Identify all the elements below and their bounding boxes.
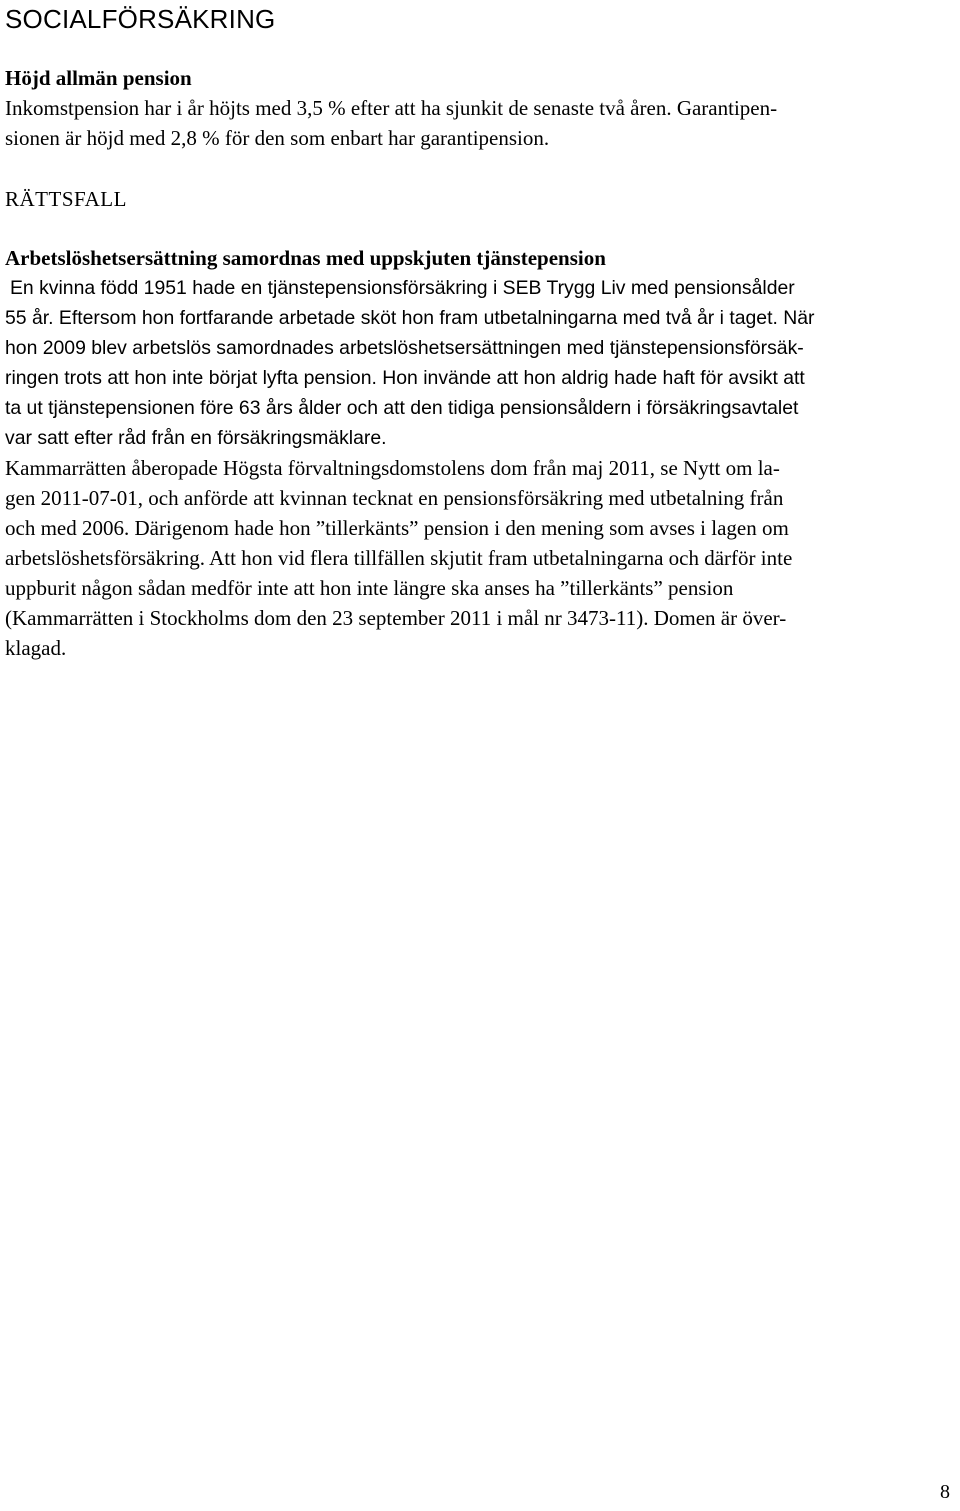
pension-heading: Höjd allmän pension <box>5 66 192 90</box>
text-line: arbetslöshetsförsäkring. Att hon vid flera tillfällen skjutit fram utbetalningarna och därför inte <box>5 546 793 570</box>
pension-paragraph <box>5 93 957 153</box>
text-line: hon 2009 blev arbetslös samordnades arbetslöshetsersättningen med tjänstepensionsförsäk- <box>5 337 804 359</box>
text-line: En kvinna född 1951 hade en tjänstepensionsförsäkring i SEB Trygg Liv med pensionsålder <box>10 277 795 299</box>
page-number: 8 <box>940 1481 950 1503</box>
text-line: klagad. <box>5 636 67 660</box>
text-line: ta ut tjänstepensionen före 63 års ålder och att den tidiga pensionsåldern i försäkringsavtalet <box>5 397 799 419</box>
text-line: sionen är höjd med 2,8 % för den som enbart har garantipension. <box>5 126 550 150</box>
text-line: uppburit någon sådan medför inte att hon inte längre ska anses ha ”tillerkänts” pension <box>5 576 734 600</box>
text-line: (Kammarrätten i Stockholms dom den 23 september 2011 i mål nr 3473-11). Domen är över- <box>5 606 787 630</box>
text-line: var satt efter råd från en försäkringsmäklare. <box>5 427 387 449</box>
text-line: ringen trots att hon inte börjat lyfta pension. Hon invände att hon aldrig hade haft för avsikt att <box>5 367 805 389</box>
text-line: och med 2006. Därigenom hade hon ”tillerkänts” pension i den mening som avses i lagen om <box>5 516 789 540</box>
document-page <box>5 0 957 663</box>
case-paragraph-1 <box>5 273 957 453</box>
text-line: 55 år. Eftersom hon fortfarande arbetade sköt hon fram utbetalningarna med två år i taget. När <box>5 307 815 329</box>
case-law-label: RÄTTSFALL <box>5 187 127 211</box>
case-heading: Arbetslöshetsersättning samordnas med uppskjuten tjänstepension <box>5 246 606 270</box>
text-line: Inkomstpension har i år höjts med 3,5 % efter att ha sjunkit de senaste två åren. Garantipen- <box>5 96 778 120</box>
case-paragraph-2 <box>5 453 957 663</box>
text-line: Kammarrätten åberopade Högsta förvaltningsdomstolens dom från maj 2011, se Nytt om la- <box>5 456 780 480</box>
text-line: gen 2011-07-01, och anförde att kvinnan tecknat en pensionsförsäkring med utbetalning från <box>5 486 784 510</box>
section-title: SOCIALFÖRSÄKRING <box>5 4 276 34</box>
